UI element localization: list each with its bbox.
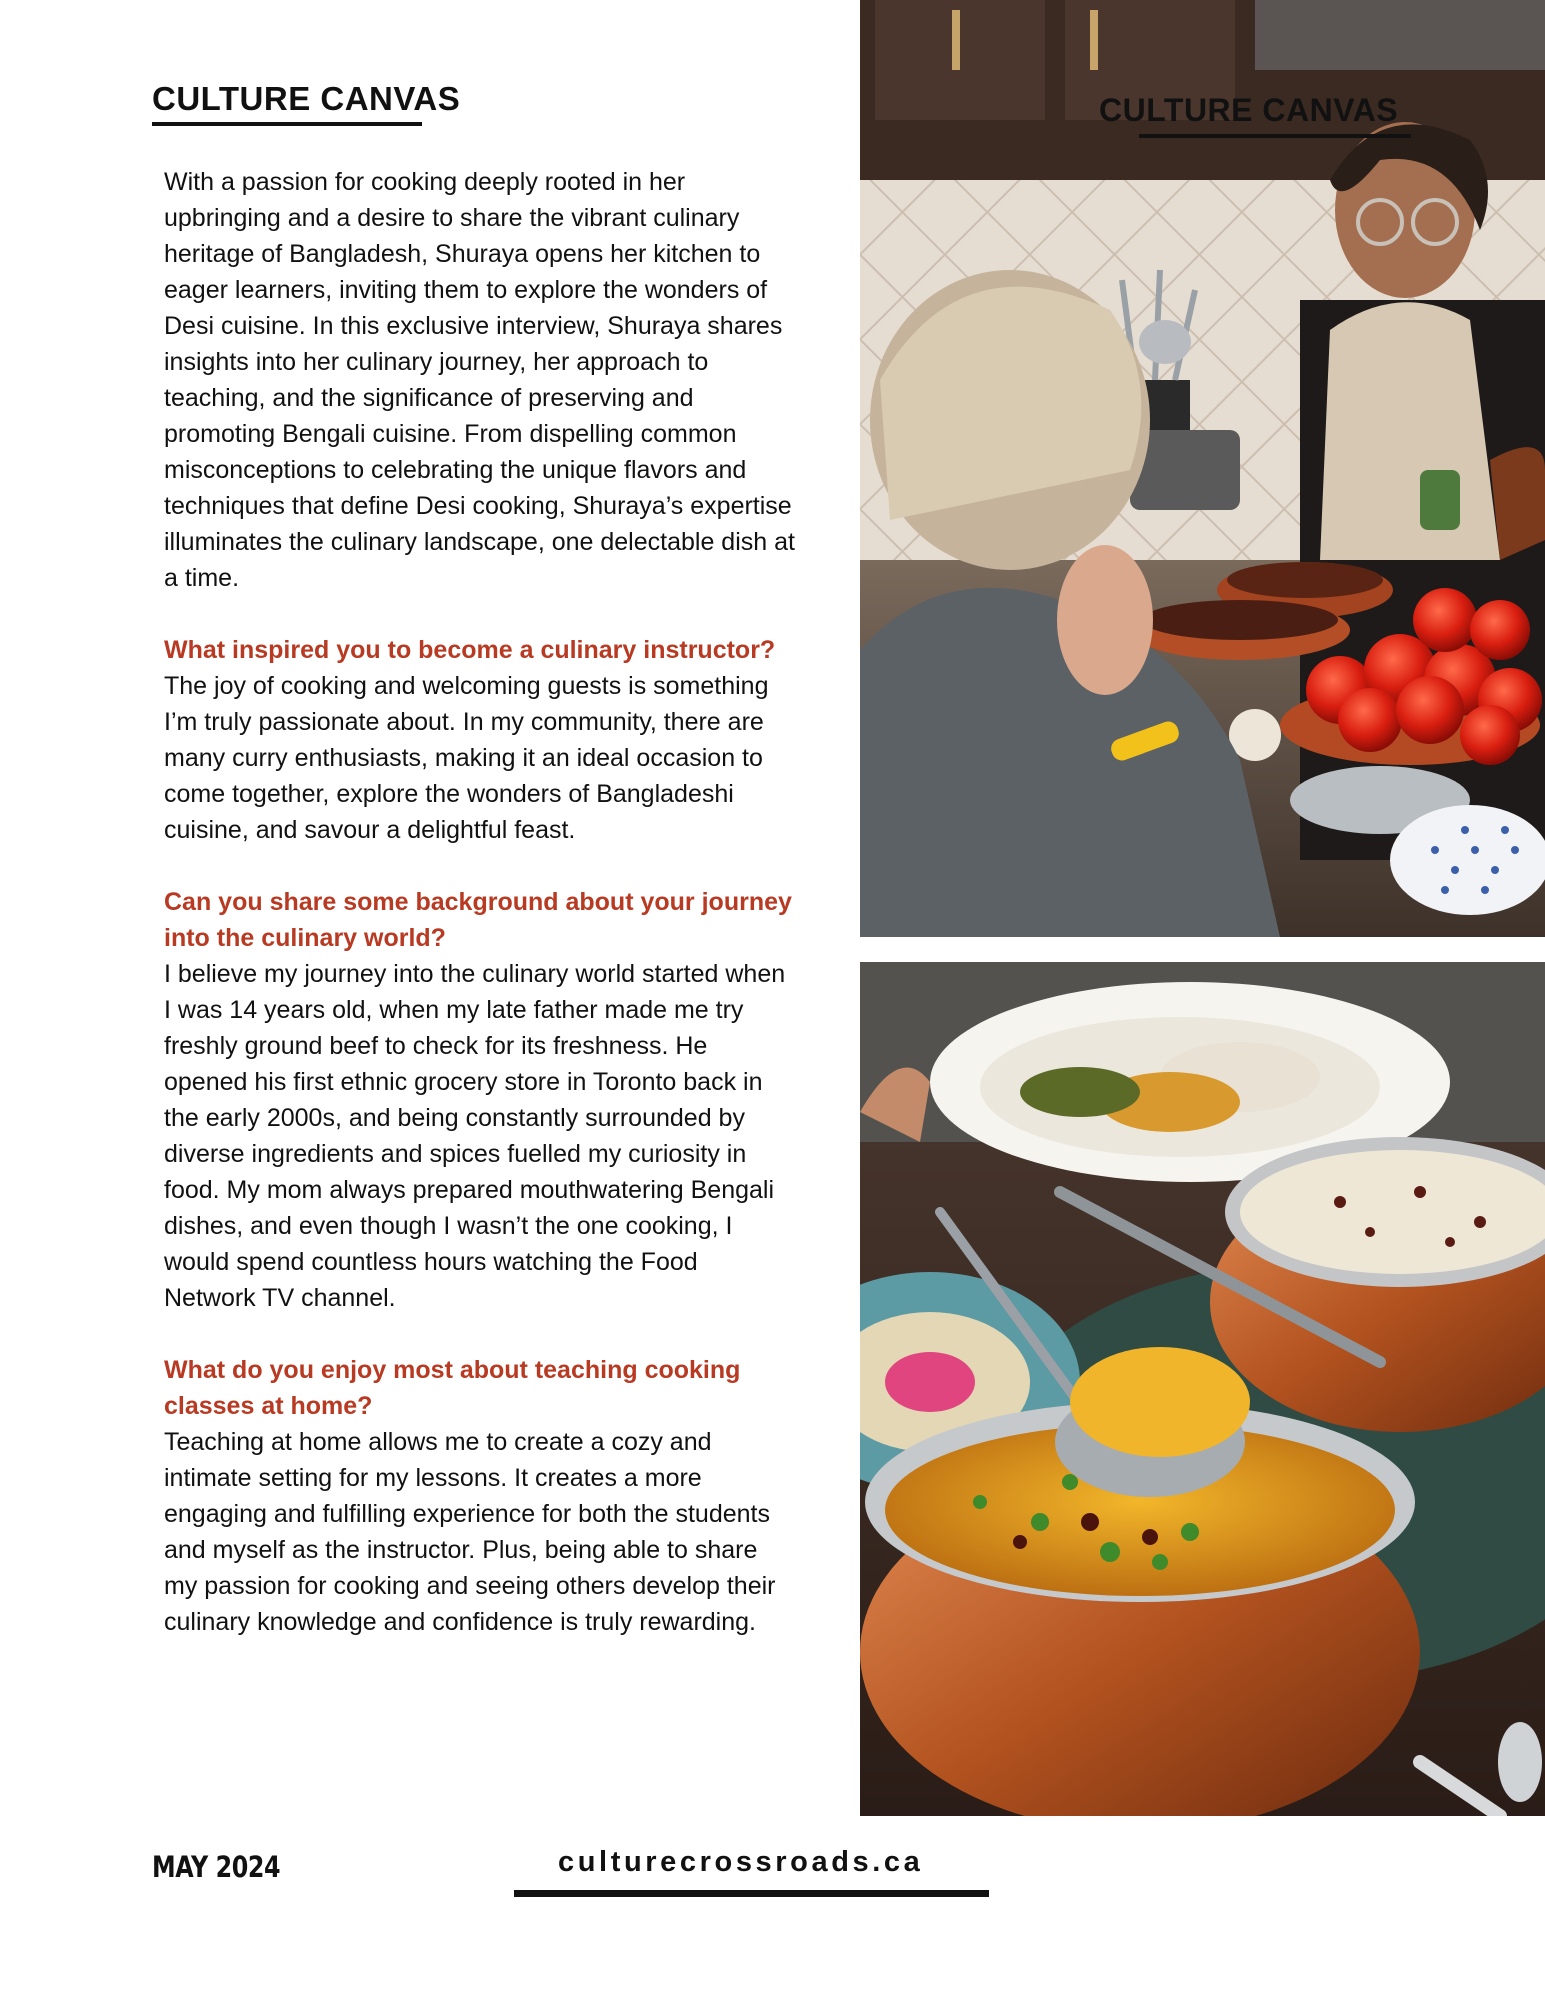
- bengali-dal-dish-photo: [860, 962, 1545, 1816]
- question-1: What inspired you to become a culinary instructor?: [164, 636, 776, 664]
- photo-overlay-underline: [1139, 134, 1411, 138]
- kitchen-photo-icon: [860, 0, 1545, 937]
- section-title-underline: [152, 122, 422, 126]
- issue-date: MAY 2024: [152, 1850, 281, 1884]
- question-2: Can you share some background about your journey into the culinary world?: [164, 888, 792, 952]
- section-title: CULTURE CANVAS: [152, 80, 461, 117]
- footer-underline: [514, 1890, 989, 1897]
- photo-overlay-title: CULTURE CANVAS: [1099, 92, 1399, 128]
- article-body: [164, 164, 796, 1640]
- answer-2: I believe my journey into the culinary world started when I was 14 years old, when my late father made me try freshly ground beef to check for its freshness. He opened his first ethnic grocery store in Toronto back in the early 2000s, and being constantly surrounded by diverse ingredients and spices fuelled my curiosity in food. My mom always prepared mouthwatering Bengali dishes, and even though I wasn’t the one cooking, I would spend countless hours watching the Food Network TV channel.: [164, 960, 786, 1312]
- question-3: What do you enjoy most about teaching cooking classes at home?: [164, 1356, 741, 1420]
- answer-3: Teaching at home allows me to create a cozy and intimate setting for my lessons. It creates a more engaging and fulfilling experience for both the students and myself as the instructor. Plus, being able to share my passion for cooking and seeing others develop their culinary knowledge and confidence is truly rewarding.: [164, 1428, 776, 1636]
- dal-dish-photo-icon: [860, 962, 1545, 1816]
- kitchen-class-photo: [860, 0, 1545, 937]
- intro-paragraph: With a passion for cooking deeply rooted in her upbringing and a desire to share the vibrant culinary heritage of Bangladesh, Shuraya opens her kitchen to eager learners, inviting them to explore the wonders of Desi cuisine. In this exclusive interview, Shuraya shares insights into her culinary journey, her approach to teaching, and the significance of preserving and promoting Bengali cuisine. From dispelling common misconceptions to celebrating the unique flavors and techniques that define Desi cooking, Shuraya’s expertise illuminates the culinary landscape, one delectable dish at a time.: [164, 168, 795, 592]
- website-link[interactable]: culturecrossroads.ca: [558, 1846, 924, 1878]
- answer-1: The joy of cooking and welcoming guests is something I’m truly passionate about. In my community, there are many curry enthusiasts, making it an ideal occasion to come together, explore the wonders of Bangladeshi cuisine, and savour a delightful feast.: [164, 672, 769, 844]
